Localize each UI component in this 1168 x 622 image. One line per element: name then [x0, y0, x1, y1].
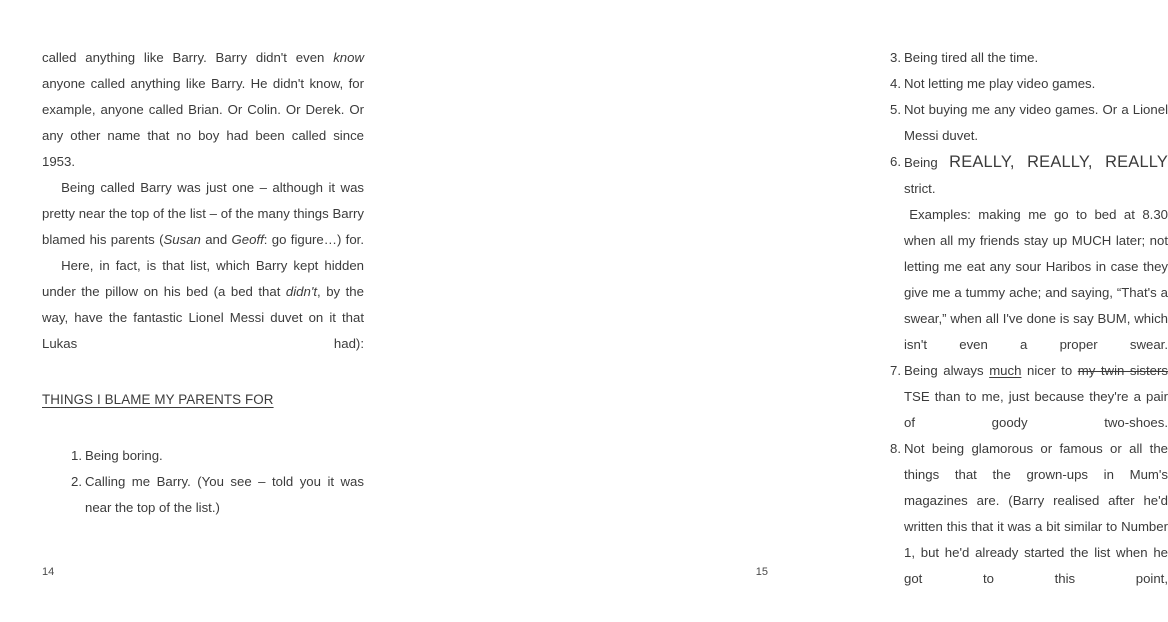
- paragraph-hidden-list: [42, 253, 364, 357]
- list-item-number: 5.: [890, 102, 901, 117]
- list-item: [42, 469, 364, 521]
- underlined-word-much: much: [989, 363, 1022, 378]
- segment-text: Being always: [904, 363, 990, 378]
- list-item-text: Being tired all the time.: [904, 50, 1039, 65]
- list-item-lead: Being: [904, 155, 950, 170]
- list-item-number: 4.: [890, 76, 901, 91]
- paragraph-text-part: : go figure…) for.: [263, 232, 364, 247]
- italic-word-susan: Susan: [163, 232, 201, 247]
- list-item-number: 2.: [71, 474, 82, 489]
- list-item: [868, 71, 1168, 97]
- list-item-detail: Examples: making me go to bed at 8.30 when all my friends stay up MUCH later; not letting me eat any sour Haribos in case they give me a tummy ache; and saying, “That's a swear,” when all I've done is say BUM, which isn't even a proper swear.: [904, 207, 1168, 352]
- paragraph-continuation: [42, 45, 364, 175]
- list-item-text: Not being glamorous or famous or all the things that the grown-ups in Mum's magazines are. (Barry realised after he'd written this that it was a bit similar to Number 1, but he'd already started the list when he got to this point,: [904, 441, 1168, 586]
- paragraph-text-part: anyone called anything like Barry. He didn't know, for example, anyone called Brian. Or Colin. Or Derek. Or any other name that no boy had been called since 1953.: [42, 76, 364, 169]
- list-item-text: Not letting me play video games.: [904, 76, 1096, 91]
- list-item-text-composite: [904, 358, 1168, 436]
- segment-text: nicer to: [1021, 363, 1078, 378]
- left-page-text-column: [42, 45, 364, 521]
- list-item-number: 8.: [890, 441, 901, 456]
- list-item-number: 6.: [890, 154, 901, 169]
- list-item: [868, 149, 1168, 358]
- list-item: [868, 97, 1168, 149]
- list-item-text: Being boring.: [85, 448, 163, 463]
- paragraph-text-part: and: [200, 232, 232, 247]
- italic-word-know: know: [333, 50, 364, 65]
- paragraph-text-part: Being called Barry was just one – although it was pretty near the top of the list – of the many things Barry blamed his parents (: [42, 180, 364, 247]
- right-page: [405, 0, 1168, 622]
- spacer: [42, 413, 364, 443]
- italic-word-geoff: Geoff: [231, 232, 264, 247]
- blame-list-right: [868, 45, 1168, 592]
- paragraph-blamed-parents: [42, 175, 364, 253]
- page-number-left: 14: [42, 566, 55, 578]
- list-item: [868, 358, 1168, 436]
- spacer: [42, 357, 364, 387]
- paragraph-text-part: Here, in fact, is that list, which Barry kept hidden under the pillow on his bed (a bed that: [42, 258, 364, 299]
- list-item-text: Calling me Barry. (You see – told you it was near the top of the list.): [85, 474, 364, 515]
- page-number-right: 15: [755, 566, 768, 578]
- italic-word-didnt: didn't: [285, 284, 318, 299]
- paragraph-text-part: , by the way, have the fantastic Lionel Messi duvet on it that Lukas had):: [42, 284, 364, 351]
- blame-list-left: [42, 443, 364, 521]
- list-heading: THINGS I BLAME MY PARENTS FOR: [42, 392, 274, 407]
- list-item-text-composite: [904, 149, 1168, 202]
- list-item-text: Not buying me any video games. Or a Lionel Messi duvet.: [904, 102, 1168, 143]
- list-item-number: 7.: [890, 363, 901, 378]
- segment-text: TSE than to me, just because they're a pair of goody two-shoes.: [904, 389, 1168, 430]
- list-item-lead-tail: strict.: [904, 181, 936, 196]
- list-item-number: 1.: [71, 448, 82, 463]
- emphasis-really: REALLY, REALLY, REALLY: [949, 153, 1168, 171]
- right-page-text-column: [868, 45, 1168, 592]
- list-item: [868, 436, 1168, 592]
- paragraph-text-part: called anything like Barry. Barry didn't even: [42, 50, 334, 65]
- list-item: [42, 443, 364, 469]
- list-item-number: 3.: [890, 50, 901, 65]
- struck-through-my-twin-sisters: my twin sisters: [1077, 363, 1168, 378]
- left-page: [0, 0, 405, 622]
- list-item: [868, 45, 1168, 71]
